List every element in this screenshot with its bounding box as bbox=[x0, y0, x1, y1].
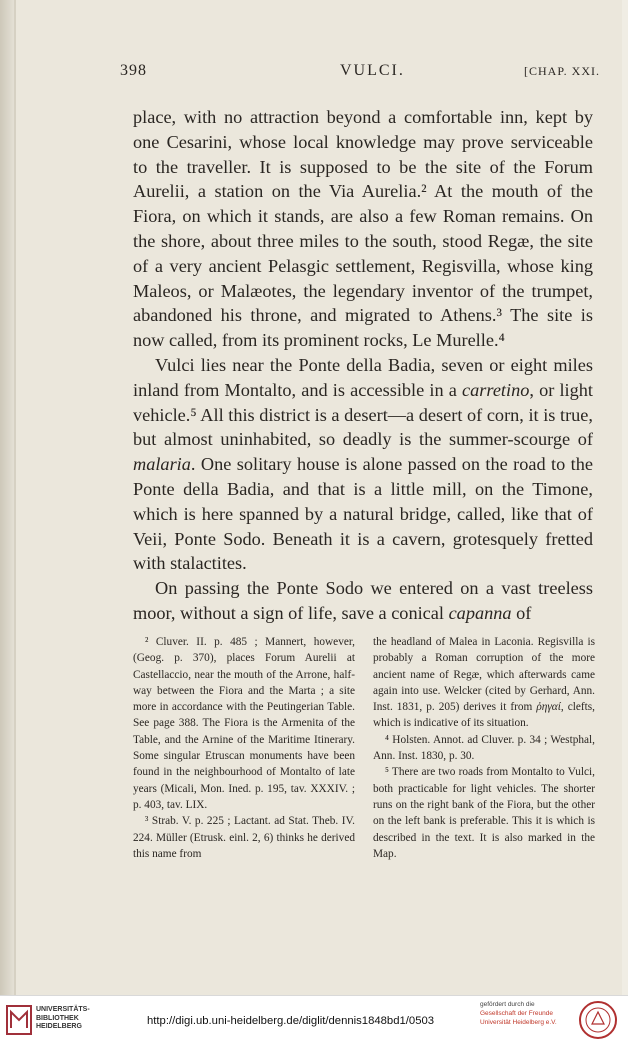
text-run: , or light vehicle.⁵ All this district is a desert—a desert of corn, it is true, but almost uninhabited, so deadly is the summer-scourge of bbox=[133, 379, 593, 450]
sponsor-line: Universität Heidelberg e.V. bbox=[480, 1019, 557, 1026]
main-text bbox=[133, 105, 593, 626]
footnote-4: ⁴ Holsten. Annot. ad Cluver. p. 34 ; Westphal, Ann. Inst. 1830, p. 30. bbox=[373, 733, 595, 763]
text-run: . One solitary house is alone passed on the road to the Ponte della Badia, and that is a little mill, on the Timone, which is here spanned by a natural bridge, called, like that of Veii, Ponte Sodo. Beneath it is a cavern, grotesquely fretted with stalactites. bbox=[133, 454, 593, 574]
paragraph-3 bbox=[133, 576, 593, 626]
footnote-3: ³ Strab. V. p. 225 ; Lactant. ad Stat. Theb. IV. 224. Müller (Etrusk. einl. 2, 6) thinks he derived this name from bbox=[133, 815, 355, 860]
footnote-2: ² Cluver. II. p. 485 ; Mannert, however, (Geog. p. 370), places Forum Aurelii at Castellaccio, near the mouth of the Arrone, half-way between the Fiora and the Marta ; a site more in accordance with the Peutingerian Table. See page 388. The Fiora is the Armenita of the Table, and the Arnine of the Maritime Itinerary. Some singular Etruscan monuments have been found in the neighbourhood of Montalto of late years (Micali, Mon. Ined. p. 195, tav. XXXIV. ; p. 403, tav. LIX. bbox=[133, 636, 355, 811]
running-title: VULCI. bbox=[340, 62, 405, 79]
sponsor-line: Gesellschaft der Freunde bbox=[480, 1010, 553, 1017]
page-number: 398 bbox=[120, 62, 147, 79]
sponsor-note bbox=[480, 1000, 557, 1027]
library-name-line: HEIDELBERG bbox=[36, 1023, 82, 1030]
text-run: On passing the Ponte Sodo we entered on a vast treeless moor, without a sign of life, save a conical bbox=[133, 578, 593, 623]
text-run: , clefts, which is indicative of its situation. bbox=[373, 701, 596, 730]
sponsor-line: gefördert durch die bbox=[480, 1001, 535, 1008]
italic-term-carretino: carretino bbox=[462, 379, 530, 400]
paragraph-2 bbox=[133, 353, 593, 576]
footnote-5: ⁵ There are two roads from Montalto to Vulci, both practicable for light vehicles. The shorter runs on the right bank of the Fiora, but the other on the left bank is preferable. This it is which is described in the text. It is also marked in the Map. bbox=[373, 766, 595, 860]
italic-term-capanna: capanna bbox=[448, 602, 512, 623]
library-name-line: UNIVERSITÄTS- bbox=[36, 1006, 90, 1013]
library-name bbox=[36, 1006, 90, 1032]
paragraph-1: place, with no attraction beyond a comfortable inn, kept by one Cesarini, whose local knowledge may prove serviceable to the traveller. It is supposed to be the site of the Forum Aurelii, a station on the Via Aurelia.² At the mouth of the Fiora, on which it stands, are also a few Roman remains. On the shore, about three miles to the south, stood Regæ, the site of a very ancient Pelasgic settlement, Regisvilla, whose king Maleos, or Malæotes, the legendary inventor of the trumpet, abandoned his throne, and migrated to Athens.³ The site is now called, from its prominent rocks, Le Murelle.⁴ bbox=[133, 107, 593, 351]
society-seal-icon bbox=[578, 1000, 618, 1040]
footnote-3-continued bbox=[373, 634, 595, 732]
footnote-column-right bbox=[373, 634, 595, 862]
book-binding-edge bbox=[0, 0, 14, 995]
running-header bbox=[120, 62, 600, 86]
text-run: the headland of Malea in Laconia. Regisvilla is probably a Roman corruption of the more ancient name of Regæ, which afterwards came again into use. Welcker (cited by Gerhard, Ann. Inst. 1831, p. 205) derives it from bbox=[373, 636, 595, 714]
library-name-line: BIBLIOTHEK bbox=[36, 1014, 79, 1022]
footnote-column-left bbox=[133, 634, 355, 862]
university-library-logo-icon bbox=[6, 1002, 32, 1038]
greek-word: ῥηγαί bbox=[536, 701, 561, 714]
text-run: of bbox=[511, 602, 532, 623]
text-run: Vulci lies near the Ponte della Badia, seven or eight miles inland from Montalto, and is accessible in a bbox=[133, 354, 593, 400]
permalink-url[interactable]: http://digi.ub.uni-heidelberg.de/diglit/dennis1848bd1/0503 bbox=[147, 1015, 435, 1027]
footnotes bbox=[133, 634, 595, 862]
viewer-footer bbox=[0, 995, 628, 1045]
italic-term-malaria: malaria bbox=[133, 454, 191, 475]
chapter-label: [CHAP. XXI. bbox=[523, 64, 600, 78]
